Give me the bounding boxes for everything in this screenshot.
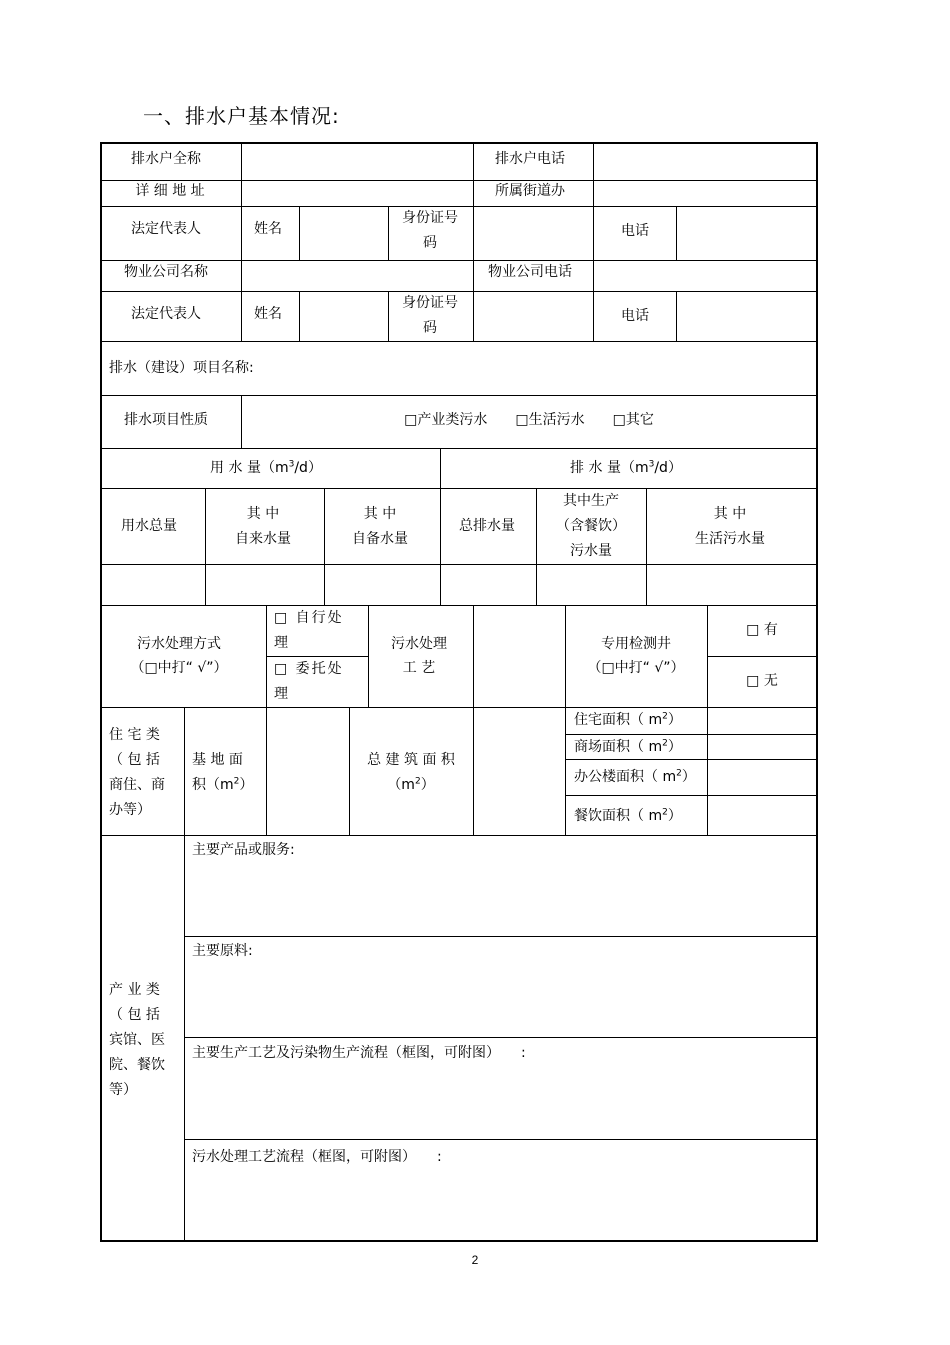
residential-area-label: 住宅面积（ $m^2$）	[574, 711, 682, 728]
treatment-process-label: 污水处理工艺流程（框图，可附图） :	[192, 1149, 442, 1165]
base-area-label-2: 积$(m^2)$	[192, 776, 254, 793]
materials-label: 主要原料:	[192, 943, 253, 959]
name-label-2: 姓名	[254, 306, 282, 322]
project-nature-label: 排水项目性质	[124, 412, 208, 428]
production-sewage-label-3: 污水量	[570, 543, 612, 559]
production-sewage-label-2: （含餐饮）	[556, 518, 626, 534]
name-label: 姓名	[254, 221, 282, 237]
process-label: 污水处理	[391, 636, 447, 652]
gross-area-label: 总 建 筑 面 积	[367, 752, 455, 768]
production-process-label: 主要生产工艺及污染物生产流程（框图，可附图） :	[192, 1045, 526, 1061]
discharger-info-form	[100, 142, 818, 1242]
industrial-label: 产 业 类	[109, 982, 160, 998]
id-card-label: 身份证号	[402, 210, 458, 226]
property-phone-label: 物业公司电话	[488, 264, 572, 280]
catering-area-label: 餐饮面积（ $m^2$）	[574, 807, 682, 824]
water-use-header: 用 水 量$(m^3/d)$	[210, 459, 322, 476]
full-name-label: 排水户全称	[131, 151, 201, 167]
self-treat-checkbox-cont: 理	[274, 635, 288, 651]
tel-label: 电话	[621, 223, 649, 239]
tap-water-qizhong: 其 中	[246, 506, 280, 522]
id-card-label-2: 身份证号	[402, 295, 458, 311]
residential-label-4: 办等）	[109, 802, 151, 818]
project-nature-options: □产业类污水 □生活污水 □其它	[404, 412, 654, 428]
self-water-label: 自备水量	[352, 531, 408, 547]
address-label: 详 细 地 址	[135, 183, 205, 199]
monitor-well-hint: （□中打“ √”）	[587, 660, 685, 676]
process-label-2: 工 艺	[402, 660, 436, 676]
domestic-sewage-label: 生活污水量	[695, 531, 765, 547]
entrust-checkbox-cont: 理	[274, 686, 288, 702]
project-name-label: 排水（建设）项目名称:	[109, 360, 254, 376]
domestic-qizhong: 其 中	[713, 506, 747, 522]
page-number: 2	[471, 1253, 479, 1267]
total-water-label: 用水总量	[121, 518, 177, 534]
residential-label-3: 商住、商	[109, 777, 165, 793]
self-water-qizhong: 其 中	[363, 506, 397, 522]
mall-area-label: 商场面积（ $m^2$）	[574, 738, 682, 755]
monitor-well-label: 专用检测井	[601, 636, 671, 652]
residential-label-2: （ 包 括	[109, 752, 160, 768]
property-company-label: 物业公司名称	[124, 264, 208, 280]
industrial-label-4: 院、餐饮	[109, 1057, 165, 1073]
products-label: 主要产品或服务:	[192, 842, 295, 858]
tap-water-label: 自来水量	[235, 531, 291, 547]
tel-label-2: 电话	[621, 308, 649, 324]
industrial-label-2: （ 包 括	[109, 1007, 160, 1023]
monitor-well-yes[interactable]: □ 有	[746, 622, 778, 638]
street-office-label: 所属街道办	[495, 183, 565, 199]
drainage-header: 排 水 量$(m^3/d)$	[570, 459, 682, 476]
id-card-label-cont: 码	[423, 235, 437, 251]
entrust-checkbox[interactable]: □ 委托处	[274, 661, 344, 677]
id-card-label-2-cont: 码	[423, 320, 437, 336]
treatment-mode-hint: （□中打“ √”）	[130, 660, 228, 676]
industrial-label-3: 宾馆、医	[109, 1032, 165, 1048]
total-drain-label: 总排水量	[459, 518, 515, 534]
monitor-well-no[interactable]: □ 无	[746, 673, 778, 689]
gross-area-label-2: $(m^2)$	[387, 776, 435, 793]
self-treat-checkbox[interactable]: □ 自行处	[274, 610, 344, 626]
legal-rep-label-2: 法定代表人	[131, 306, 201, 322]
residential-label: 住 宅 类	[109, 727, 160, 743]
section-title: 一、排水户基本情况:	[143, 104, 340, 128]
production-sewage-label: 其中生产	[563, 493, 619, 509]
base-area-label: 基 地 面	[192, 752, 243, 768]
office-area-label: 办公楼面积（ $m^2$）	[574, 768, 696, 785]
treatment-mode-label: 污水处理方式	[137, 636, 221, 652]
industrial-label-5: 等）	[109, 1082, 137, 1098]
legal-rep-label: 法定代表人	[131, 221, 201, 237]
phone-label: 排水户电话	[495, 151, 565, 167]
